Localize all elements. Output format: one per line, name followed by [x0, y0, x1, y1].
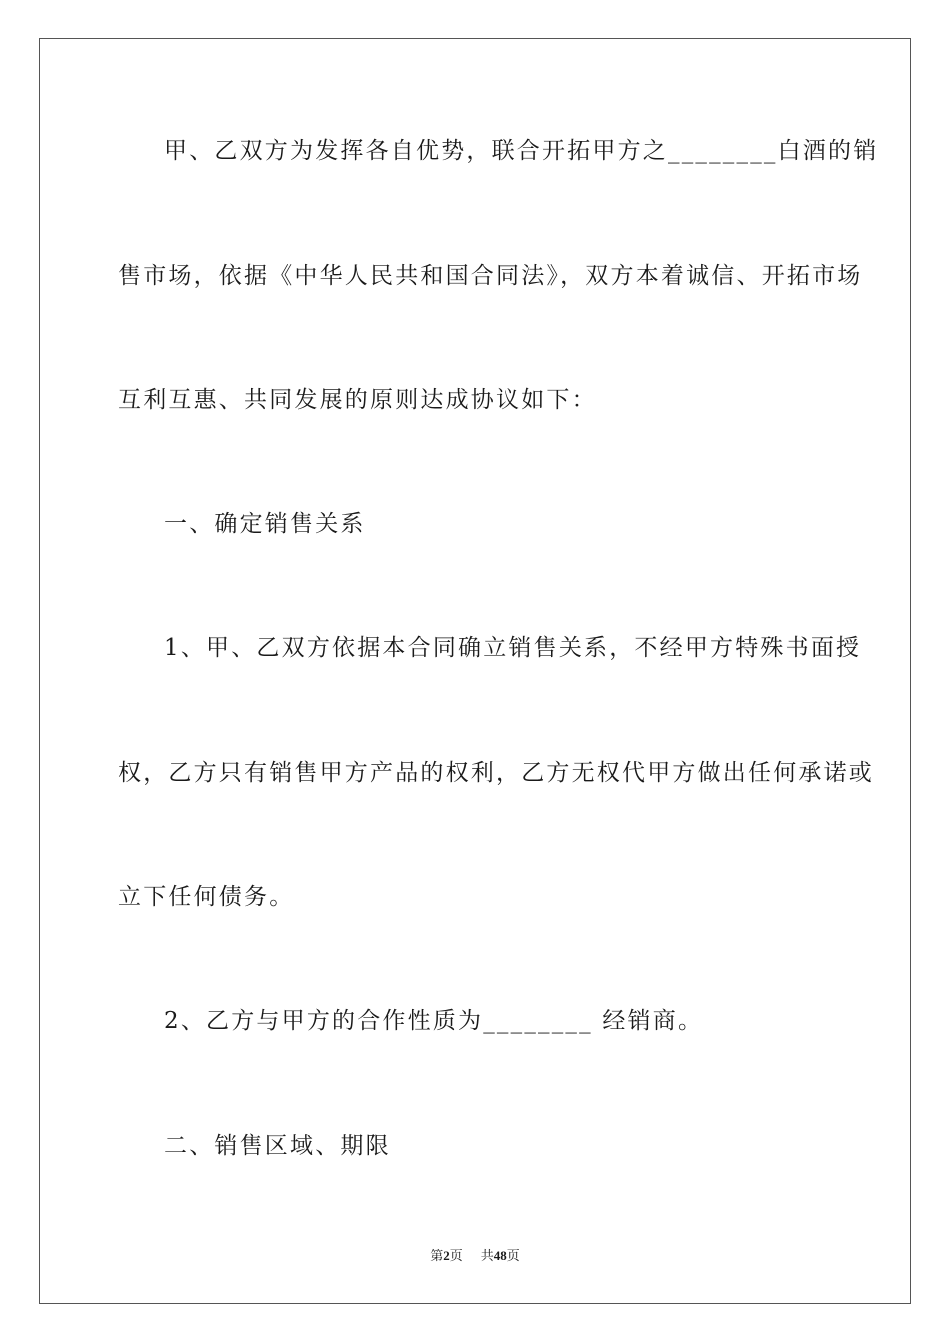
total-suffix: 页 [506, 1248, 520, 1263]
page-border [39, 38, 911, 1304]
section-heading: 一、确定销售关系 [164, 511, 366, 537]
paragraph-line: 售市场，依据《中华人民共和国合同法》，双方本着诚信、开拓市场 [118, 263, 863, 289]
page-suffix: 页 [449, 1248, 463, 1263]
paragraph-line: 权，乙方只有销售甲方产品的权利，乙方无权代甲方做出任何承诺或 [118, 760, 874, 786]
page-prefix: 第 [430, 1248, 444, 1263]
total-prefix: 共 [480, 1248, 494, 1263]
section-heading: 二、销售区域、期限 [164, 1133, 391, 1159]
page-number: 2 [443, 1248, 450, 1263]
paragraph-line: 1、甲、乙双方依据本合同确立销售关系，不经甲方特殊书面授 [164, 635, 862, 661]
paragraph-line: 甲、乙双方为发挥各自优势，联合开拓甲方之________白酒的销 [164, 138, 879, 164]
total-pages: 48 [493, 1248, 507, 1263]
paragraph-line: 2、乙方与甲方的合作性质为________ 经销商。 [164, 1008, 704, 1034]
page-footer [0, 1248, 950, 1264]
paragraph-line: 互利互惠、共同发展的原则达成协议如下： [118, 387, 597, 413]
paragraph-line: 立下任何债务。 [118, 884, 295, 910]
